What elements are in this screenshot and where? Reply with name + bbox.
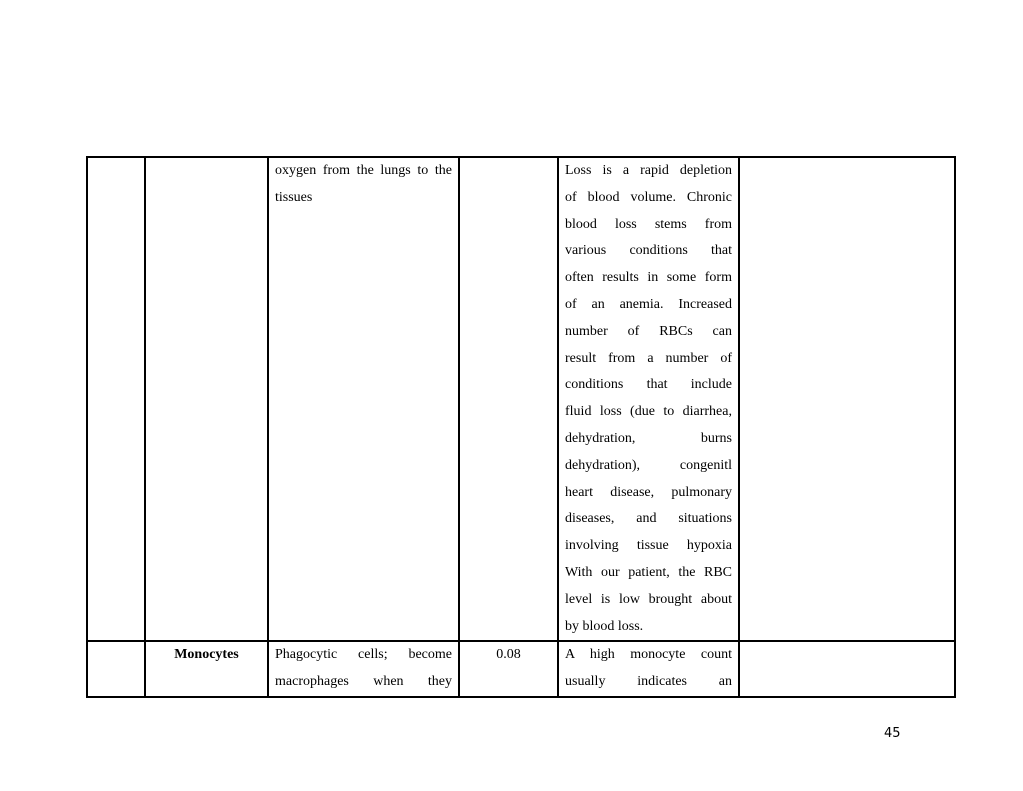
text-line: often results in some form [565, 270, 732, 286]
table-cell-test-name [145, 157, 268, 641]
table-cell-interpretation [558, 157, 739, 641]
text-line: level is low brought about [565, 591, 732, 607]
text-line: usually indicates an [565, 674, 732, 690]
text-line: of an anemia. Increased [565, 296, 732, 312]
text-line: tissues [275, 189, 313, 205]
table-cell-interpretation [558, 641, 739, 697]
table-cell-value [459, 157, 558, 641]
table-row [87, 641, 955, 697]
table-cell-value: 0.08 [459, 641, 558, 697]
text-line: Loss is a rapid depletion [565, 163, 732, 178]
text-line: dehydration, burns [565, 430, 732, 446]
text-line: Phagocytic cells; become [275, 647, 452, 663]
lab-results-table [86, 156, 956, 698]
table-cell-notes [739, 157, 955, 641]
table-cell-empty [87, 641, 145, 697]
text-line: fluid loss (due to diarrhea, [565, 404, 732, 420]
text-line: number of RBCs can [565, 323, 732, 339]
text-line: dehydration), congenitl [565, 457, 732, 473]
text-line: by blood loss. [565, 618, 644, 634]
text-line: heart disease, pulmonary [565, 484, 732, 500]
text-line: macrophages when they [275, 674, 452, 690]
table-cell-notes [739, 641, 955, 697]
text-line: With our patient, the RBC [565, 564, 732, 580]
text-line: various conditions that [565, 243, 732, 259]
text-line: of blood volume. Chronic [565, 189, 732, 205]
table-cell-test-name: Monocytes [145, 641, 268, 697]
table-cell-empty [87, 157, 145, 641]
table-cell-function [268, 157, 459, 641]
text-line: involving tissue hypoxia [565, 538, 732, 554]
table-cell-function [268, 641, 459, 697]
text-line: conditions that include [565, 377, 732, 393]
text-line: blood loss stems from [565, 216, 732, 232]
text-line: A high monocyte count [565, 647, 732, 663]
text-line: diseases, and situations [565, 511, 732, 527]
text-line: result from a number of [565, 350, 732, 366]
text-line: oxygen from the lungs to the [275, 163, 452, 178]
page-number: 45 [884, 726, 901, 741]
table-row [87, 157, 955, 641]
